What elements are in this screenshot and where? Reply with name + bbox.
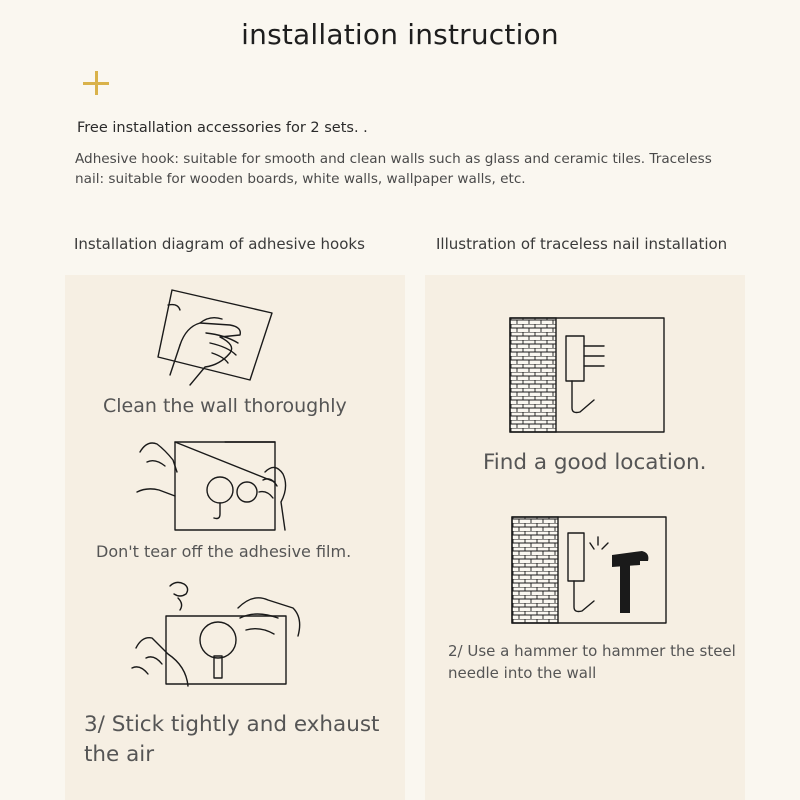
peel-film-illustration [135, 432, 295, 537]
brick-wall-hook-illustration [508, 316, 666, 434]
free-accessories-text: Free installation accessories for 2 sets. . [77, 120, 368, 136]
cloth-wipe-illustration [150, 285, 280, 390]
description-text: Adhesive hook: suitable for smooth and clean walls such as glass and ceramic tiles. Traceless nail: suitable for wooden boards, white walls, wallpaper walls, etc. [75, 151, 712, 187]
adhesive-heading: Installation diagram of adhesive hooks [74, 235, 365, 253]
page-title: installation instruction [241, 18, 559, 51]
hammer-icon [510, 515, 668, 625]
press-hook-illustration [128, 578, 313, 698]
step-clean-wall: Clean the wall thoroughly [103, 395, 347, 417]
step-film: Don't tear off the adhesive film. [96, 542, 352, 561]
step-stick: 3/ Stick tightly and exhaust the air [84, 712, 380, 767]
plus-icon [83, 70, 111, 98]
step-hammer: 2/ Use a hammer to hammer the steel needle into the wall [448, 642, 736, 682]
nail-heading: Illustration of traceless nail installation [436, 235, 728, 253]
step-location: Find a good location. [483, 450, 707, 475]
